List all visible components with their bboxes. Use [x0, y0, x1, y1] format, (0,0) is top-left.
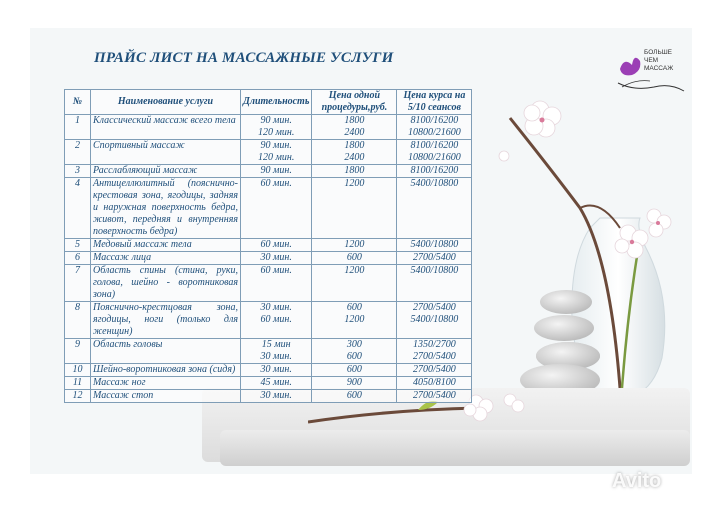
price-course-cell: 2700/5400	[397, 364, 472, 377]
service-name: Массаж стоп	[91, 390, 241, 403]
price-table	[64, 89, 472, 403]
price-course-cell: 8100/16200 10800/21600	[397, 115, 472, 140]
logo-text: БОЛЬШЕ ЧЕМ МАССАЖ	[644, 49, 674, 72]
avito-watermark: Avito	[612, 470, 662, 492]
row-number: 2	[65, 140, 91, 165]
price-course-cell: 5400/10800	[397, 239, 472, 252]
table-row	[65, 252, 472, 265]
duration-cell: 90 мин.	[241, 165, 312, 178]
price-one-cell: 1200	[312, 239, 397, 252]
price-course-cell: 4050/8100	[397, 377, 472, 390]
price-one-cell: 600	[312, 364, 397, 377]
page-title: ПРАЙС ЛИСТ НА МАССАЖНЫЕ УСЛУГИ	[94, 50, 394, 66]
price-course-cell: 8100/16200 10800/21600	[397, 140, 472, 165]
header-price-course: Цена курса на 5/10 сеансов	[397, 90, 472, 115]
duration-cell: 60 мин.	[241, 265, 312, 302]
row-number: 8	[65, 302, 91, 339]
row-number: 5	[65, 239, 91, 252]
service-name: Расслабляющий массаж	[91, 165, 241, 178]
price-one-cell: 1800	[312, 165, 397, 178]
table-row	[65, 302, 472, 339]
service-name: Область спины (стина, руки, голова, шейно - воротниковая зона)	[91, 265, 241, 302]
table-row	[65, 377, 472, 390]
service-name: Область головы	[91, 339, 241, 364]
service-name: Спортивный массаж	[91, 140, 241, 165]
table-row	[65, 178, 472, 239]
price-course-cell: 1350/2700 2700/5400	[397, 339, 472, 364]
duration-cell: 60 мин.	[241, 239, 312, 252]
price-one-cell: 1800 2400	[312, 140, 397, 165]
service-name: Классический массаж всего тела	[91, 115, 241, 140]
duration-cell: 45 мин.	[241, 377, 312, 390]
row-number: 1	[65, 115, 91, 140]
duration-cell: 30 мин.	[241, 364, 312, 377]
table-row	[65, 364, 472, 377]
price-one-cell: 1200	[312, 265, 397, 302]
duration-cell: 90 мин. 120 мин.	[241, 140, 312, 165]
row-number: 11	[65, 377, 91, 390]
price-one-cell: 1800 2400	[312, 115, 397, 140]
price-one-cell: 600	[312, 390, 397, 403]
duration-cell: 30 мин.	[241, 252, 312, 265]
service-name: Массаж ног	[91, 377, 241, 390]
service-name: Массаж лица	[91, 252, 241, 265]
price-one-cell: 1200	[312, 178, 397, 239]
row-number: 9	[65, 339, 91, 364]
towel-decor-lower	[220, 430, 690, 466]
table-row	[65, 239, 472, 252]
price-course-cell: 2700/5400	[397, 390, 472, 403]
price-course-cell: 5400/10800	[397, 178, 472, 239]
table-row	[65, 140, 472, 165]
service-name: Шейно-воротниковая зона (сидя)	[91, 364, 241, 377]
price-course-cell: 8100/16200	[397, 165, 472, 178]
header-num: №	[65, 90, 91, 115]
price-list-page	[30, 28, 692, 474]
table-header-row	[65, 90, 472, 115]
header-service-name: Наименование услуги	[91, 90, 241, 115]
row-number: 12	[65, 390, 91, 403]
row-number: 4	[65, 178, 91, 239]
price-course-cell: 2700/5400	[397, 252, 472, 265]
table-row	[65, 339, 472, 364]
price-one-cell: 300 600	[312, 339, 397, 364]
header-price-one: Цена одной процедуры,руб.	[312, 90, 397, 115]
row-number: 6	[65, 252, 91, 265]
table-row	[65, 265, 472, 302]
price-one-cell: 900	[312, 377, 397, 390]
duration-cell: 90 мин. 120 мин.	[241, 115, 312, 140]
service-name: Пояснично-крестцовая зона, ягодицы, ноги (только для женщин)	[91, 302, 241, 339]
price-course-cell: 2700/5400 5400/10800	[397, 302, 472, 339]
duration-cell: 30 мин. 60 мин.	[241, 302, 312, 339]
price-one-cell: 600	[312, 252, 397, 265]
row-number: 3	[65, 165, 91, 178]
row-number: 7	[65, 265, 91, 302]
service-name: Антицеллюлитный (пояснично-крестовая зона, ягодицы, задняя и наружная поверхность бедра, живот, передняя и внутренняя поверхность бедра)	[91, 178, 241, 239]
duration-cell: 30 мин.	[241, 390, 312, 403]
header-duration: Длительность	[241, 90, 312, 115]
service-name: Медовый массаж тела	[91, 239, 241, 252]
duration-cell: 60 мин.	[241, 178, 312, 239]
price-one-cell: 600 1200	[312, 302, 397, 339]
duration-cell: 15 мин 30 мин.	[241, 339, 312, 364]
table-row	[65, 115, 472, 140]
table-row	[65, 390, 472, 403]
price-course-cell: 5400/10800	[397, 265, 472, 302]
row-number: 10	[65, 364, 91, 377]
table-row	[65, 165, 472, 178]
